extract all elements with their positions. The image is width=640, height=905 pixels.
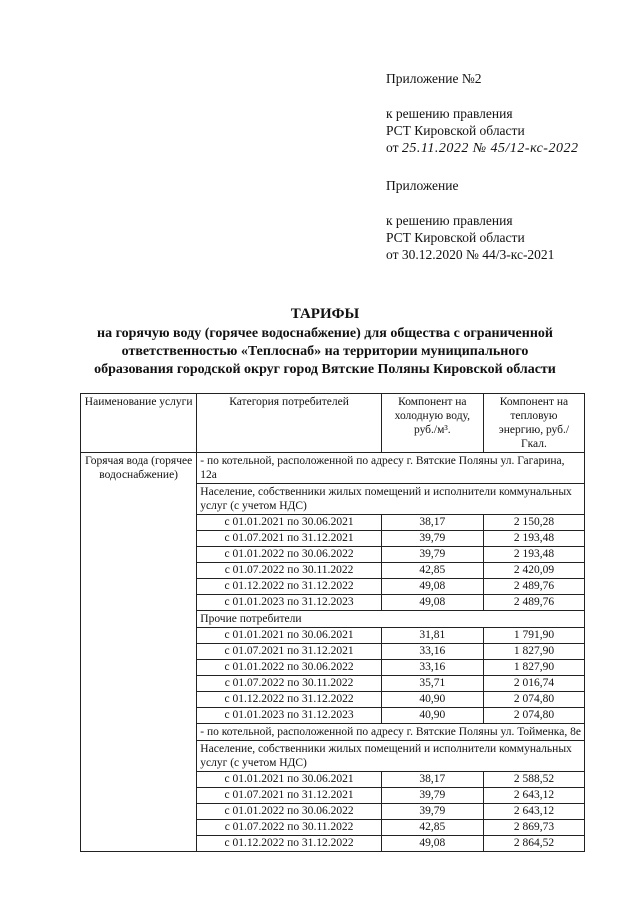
cold-water-value: 49,08 — [381, 579, 483, 595]
appendix-title: Приложение — [386, 178, 459, 193]
address-row — [81, 453, 585, 484]
title-line: образования городской округ город Вятские Поляны Кировской области — [94, 362, 556, 377]
cold-water-value: 42,85 — [381, 820, 483, 836]
heat-energy-value: 2 193,48 — [483, 547, 584, 563]
period-cell: с 01.01.2022 по 30.06.2022 — [197, 660, 382, 676]
period-cell: с 01.12.2022 по 31.12.2022 — [197, 692, 382, 708]
cold-water-value: 33,16 — [381, 660, 483, 676]
boiler-address: - по котельной, расположенной по адресу г. Вятские Поляны ул. Гагарина, 12а — [197, 453, 585, 484]
cold-water-value: 38,17 — [381, 515, 483, 531]
appendix-authority-line: РСТ Кировской области — [386, 230, 525, 245]
cold-water-value: 49,08 — [381, 836, 483, 852]
period-cell: с 01.12.2022 по 31.12.2022 — [197, 836, 382, 852]
title-line: на горячую воду (горячее водоснабжение) для общества с ограниченной — [97, 326, 553, 341]
heat-energy-value: 2 193,48 — [483, 531, 584, 547]
cold-water-value: 49,08 — [381, 595, 483, 611]
period-cell: с 01.12.2022 по 31.12.2022 — [197, 579, 382, 595]
cold-water-value: 38,17 — [381, 772, 483, 788]
appendix-previous — [386, 177, 554, 263]
cold-water-value: 35,71 — [381, 676, 483, 692]
period-cell: с 01.07.2022 по 30.11.2022 — [197, 563, 382, 579]
appendix-decision-line: к решению правления — [386, 213, 513, 228]
period-cell: с 01.01.2021 по 30.06.2021 — [197, 772, 382, 788]
heat-energy-value: 2 074,80 — [483, 692, 584, 708]
period-cell: с 01.01.2022 по 30.06.2022 — [197, 804, 382, 820]
heat-energy-value: 2 489,76 — [483, 595, 584, 611]
period-cell: с 01.07.2021 по 31.12.2021 — [197, 531, 382, 547]
period-cell: с 01.01.2023 по 31.12.2023 — [197, 708, 382, 724]
appendix-date-line: от 30.12.2020 № 44/3-кс-2021 — [386, 247, 555, 262]
period-cell: с 01.07.2022 по 30.11.2022 — [197, 676, 382, 692]
header-category: Категория потребителей — [197, 394, 382, 453]
consumer-group: Население, собственники жилых помещений и исполнители коммунальных услуг (с учетом НДС) — [197, 484, 585, 515]
table-header-row — [81, 394, 585, 453]
heat-energy-value: 1 791,90 — [483, 628, 584, 644]
document-title — [40, 305, 610, 379]
period-cell: с 01.07.2022 по 30.11.2022 — [197, 820, 382, 836]
heat-energy-value: 2 643,12 — [483, 788, 584, 804]
cold-water-value: 39,79 — [381, 547, 483, 563]
cold-water-value: 39,79 — [381, 531, 483, 547]
period-cell: с 01.01.2021 по 30.06.2021 — [197, 628, 382, 644]
period-cell: с 01.01.2023 по 31.12.2023 — [197, 595, 382, 611]
title-line: ответственностью «Теплоснаб» на территории муниципального — [121, 344, 529, 359]
date-prefix: от — [386, 140, 399, 155]
header-cold: Компонент на холодную воду, руб./м³. — [381, 394, 483, 453]
boiler-address: - по котельной, расположенной по адресу г. Вятские Поляны ул. Тойменка, 8е — [197, 724, 585, 741]
appendix-decision-line: к решению правления — [386, 106, 513, 121]
consumer-group: Прочие потребители — [197, 611, 585, 628]
appendix-date-line — [386, 139, 578, 157]
period-cell: с 01.07.2021 по 31.12.2021 — [197, 644, 382, 660]
appendix-current — [386, 70, 578, 157]
appendix-title: Приложение №2 — [386, 71, 482, 86]
heat-energy-value: 2 643,12 — [483, 804, 584, 820]
heat-energy-value: 1 827,90 — [483, 660, 584, 676]
period-cell: с 01.07.2021 по 31.12.2021 — [197, 788, 382, 804]
title-main: ТАРИФЫ — [290, 306, 360, 322]
table-body — [81, 453, 585, 852]
heat-energy-value: 2 864,52 — [483, 836, 584, 852]
cold-water-value: 42,85 — [381, 563, 483, 579]
heat-energy-value: 2 588,52 — [483, 772, 584, 788]
cold-water-value: 40,90 — [381, 692, 483, 708]
tariff-table — [80, 393, 585, 852]
header-heat: Компонент на тепловую энергию, руб./Гкал. — [483, 394, 584, 453]
heat-energy-value: 2 420,09 — [483, 563, 584, 579]
handwritten-date: 25.11.2022 № 45/12-кс-2022 — [401, 141, 579, 156]
consumer-group: Население, собственники жилых помещений и исполнители коммунальных услуг (с учетом НДС) — [197, 741, 585, 772]
cold-water-value: 39,79 — [381, 788, 483, 804]
cold-water-value: 40,90 — [381, 708, 483, 724]
appendix-authority-line: РСТ Кировской области — [386, 123, 525, 138]
heat-energy-value: 2 150,28 — [483, 515, 584, 531]
cold-water-value: 33,16 — [381, 644, 483, 660]
cold-water-value: 39,79 — [381, 804, 483, 820]
cold-water-value: 31,81 — [381, 628, 483, 644]
heat-energy-value: 2 869,73 — [483, 820, 584, 836]
service-name: Горячая вода (горячее водоснабжение) — [81, 453, 197, 852]
header-service: Наименование услуги — [81, 394, 197, 453]
period-cell: с 01.01.2022 по 30.06.2022 — [197, 547, 382, 563]
heat-energy-value: 2 016,74 — [483, 676, 584, 692]
heat-energy-value: 2 074,80 — [483, 708, 584, 724]
heat-energy-value: 2 489,76 — [483, 579, 584, 595]
heat-energy-value: 1 827,90 — [483, 644, 584, 660]
period-cell: с 01.01.2021 по 30.06.2021 — [197, 515, 382, 531]
